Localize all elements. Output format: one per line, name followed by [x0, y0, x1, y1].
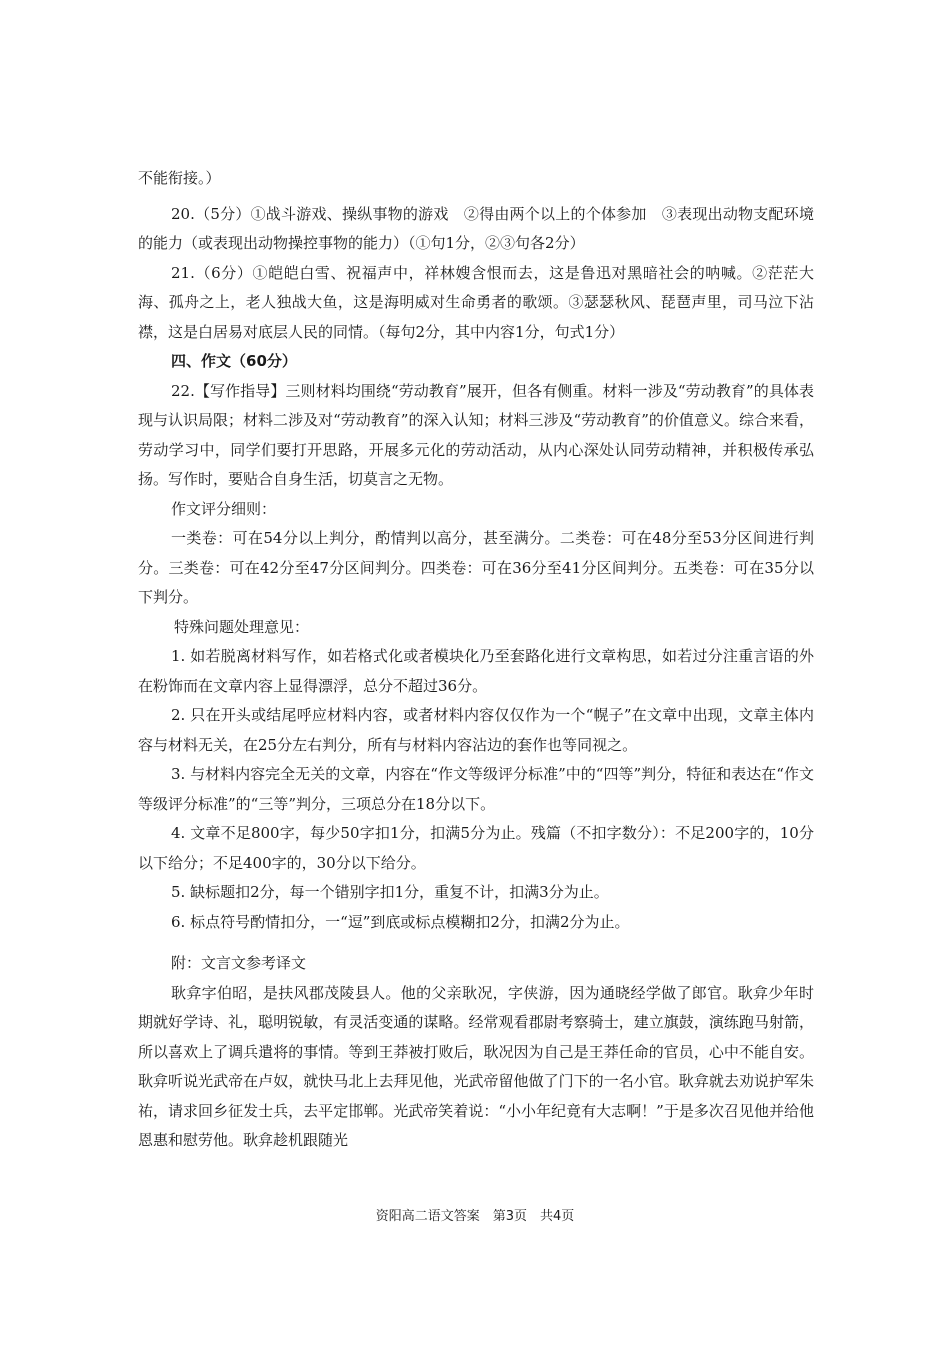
- special-rule-4: 4. 文章不足800字，每少50字扣1分，扣满5分为止。残篇（不扣字数分）：不足200字的，10分以下给分；不足400字的，30分以下给分。: [138, 824, 814, 872]
- special-rule-5: 5. 缺标题扣2分，每一个错别字扣1分，重复不计，扣满3分为止。: [171, 883, 609, 901]
- scoring-rules-text: 一类卷：可在54分以上判分，酌情判以高分，甚至满分。二类卷：可在48分至53分区间进行判分。三类卷：可在42分至47分区间判分。四类卷：可在36分至41分区间判分。五类卷：可在35分以下判分。: [138, 529, 814, 606]
- special-rule-2: 2. 只在开头或结尾呼应材料内容，或者材料内容仅仅作为一个“幌子”在文章中出现，文章主体内容与材料无关，在25分左右判分，所有与材料内容沾边的套作也等同视之。: [138, 706, 814, 754]
- translation-heading: 附：文言文参考译文: [171, 954, 307, 972]
- special-rule-1: 1. 如若脱离材料写作，如若格式化或者模块化乃至套路化进行文章构思，如若过分注重言语的外在粉饰而在文章内容上显得漂浮，总分不超过36分。: [138, 647, 814, 695]
- translation-text: 耿弇字伯昭，是扶风郡茂陵县人。他的父亲耿况，字侠游，因为通晓经学做了郎官。耿弇少年时期就好学诗、礼，聪明锐敏，有灵活变通的谋略。经常观看郡尉考察骑士，建立旗鼓，演练跑马射箭，所以喜欢上了调兵遣将的事情。等到王莽被打败后，耿况因为自己是王莽任命的官员，心中不能自安。耿弇听说光武帝在卢奴，就快马北上去拜见他，光武帝留他做了门下的一名小官。耿弇就去劝说护军朱祐，请求回乡征发士兵，去平定邯郸。光武帝笑着说：“小小年纪竟有大志啊！”于是多次召见他并给他恩惠和慰劳他。耿弇趁机跟随光: [138, 983, 814, 1149]
- scoring-rules-title: 作文评分细则：: [171, 499, 277, 518]
- page-footer: 资阳高二语文答案 第3页 共4页: [375, 1209, 575, 1224]
- special-rule-6: 6. 标点符号酌情扣分，一“逗”到底或标点模糊扣2分，扣满2分为止。: [171, 912, 630, 931]
- answer-22-guide: 22.【写作指导】三则材料均围绕“劳动教育”展开，但各有侧重。材料一涉及“劳动教育”的具体表现与认识局限；材料二涉及对“劳动教育”的深入认知；材料三涉及“劳动教育”的价值意义。综合来看，劳动学习中，同学们要打开思路，开展多元化的劳动活动，从内心深处认同劳动精神，并积极传承弘扬。写作时，要贴合自身生活，切莫言之无物。: [138, 381, 814, 488]
- answer-20: 20.（5分）①战斗游戏、操纵事物的游戏 ②得由两个以上的个体参加 ③表现出动物支配环境的能力（或表现出动物操控事物的能力）（①句1分，②③句各2分）: [138, 204, 814, 252]
- section-heading-composition: 四、作文（60分）: [171, 352, 297, 370]
- special-rule-3: 3. 与材料内容完全无关的文章，内容在“作文等级评分标准”中的“四等”判分，特征和表达在“作文等级评分标准”的“三等”判分，三项总分在18分以下。: [138, 765, 814, 813]
- answer-21: 21.（6分）①皑皑白雪、祝福声中，祥林嫂含恨而去，这是鲁迅对黑暗社会的呐喊。②茫茫大海、孤舟之上，老人独战大鱼，这是海明威对生命勇者的歌颂。③瑟瑟秋风、琵琶声里，司马泣下沾襟，这是白居易对底层人民的同情。（每句2分，其中内容1分，句式1分）: [138, 263, 814, 341]
- answer-sheet-page: [138, 164, 814, 1156]
- special-issues-title: 特殊问题处理意见：: [174, 617, 310, 636]
- continuation-line: 不能衔接。）: [138, 169, 221, 187]
